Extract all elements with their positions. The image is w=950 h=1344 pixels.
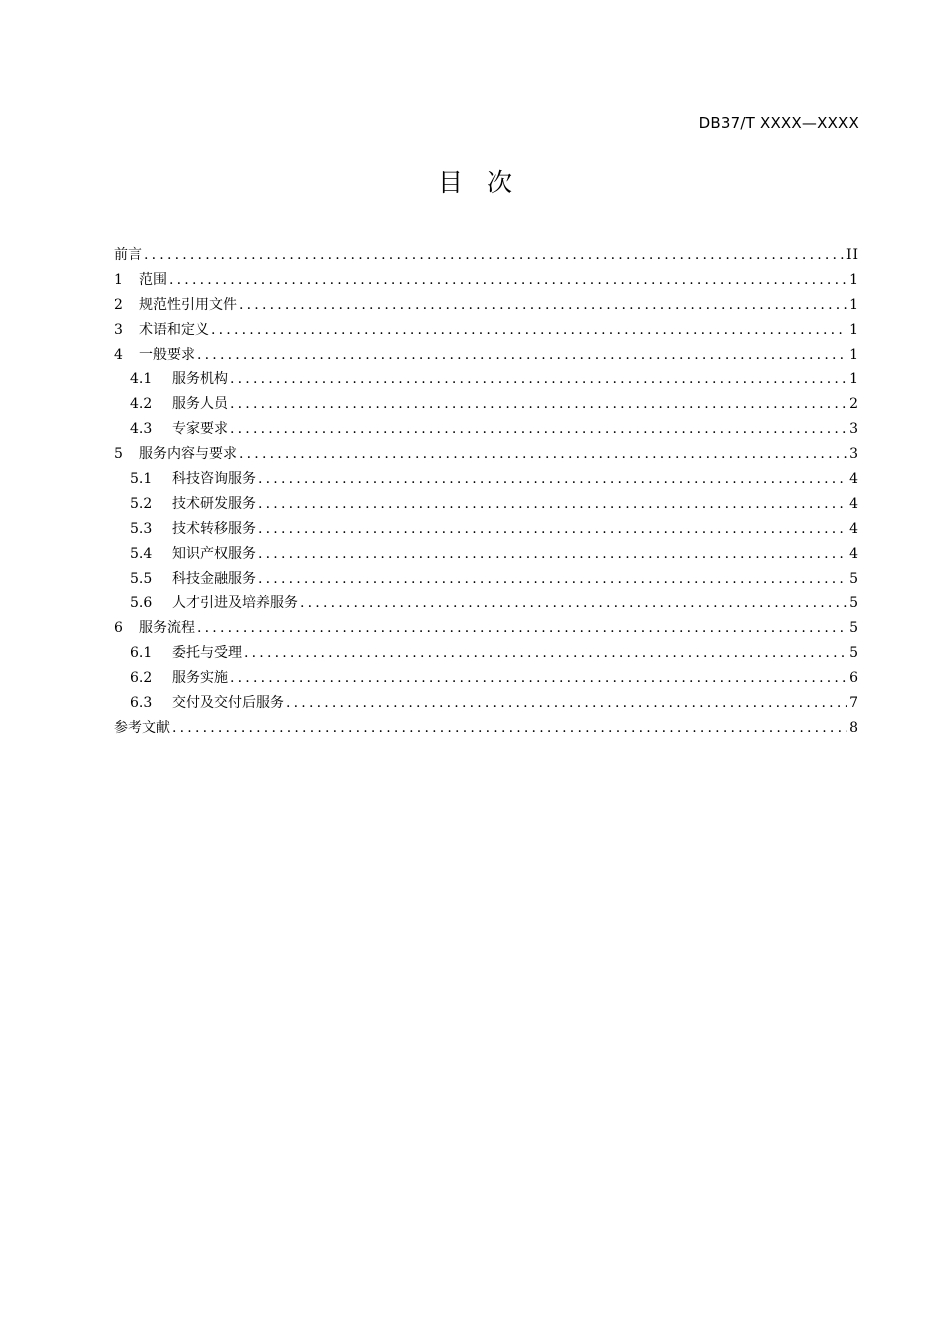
toc-entry-page: 1: [849, 271, 859, 288]
toc-entry-label: 术语和定义: [139, 321, 209, 338]
toc-entry-page: 5: [849, 570, 859, 587]
toc-entry[interactable]: [114, 617, 859, 642]
toc-entry[interactable]: [114, 493, 859, 518]
toc-entry-label: 专家要求: [172, 421, 228, 438]
toc-entry[interactable]: [114, 642, 859, 667]
toc-leader-dots: [258, 496, 847, 512]
toc-leader-dots: [144, 247, 844, 263]
toc-entry-label: 服务实施: [172, 670, 228, 687]
toc-leader-dots: [239, 297, 847, 313]
toc-leader-dots: [258, 521, 847, 537]
toc-entry[interactable]: [114, 518, 859, 543]
toc-leader-dots: [230, 396, 847, 412]
table-of-contents: [114, 244, 859, 742]
toc-entry-label: 技术研发服务: [172, 495, 256, 512]
toc-entry[interactable]: [114, 269, 859, 294]
toc-entry-page: 4: [849, 471, 859, 488]
toc-entry-page: 4: [849, 520, 859, 537]
toc-entry[interactable]: [114, 368, 859, 393]
toc-entry-label: 委托与受理: [172, 645, 242, 662]
toc-entry[interactable]: [114, 568, 859, 593]
toc-leader-dots: [258, 571, 847, 587]
toc-leader-dots: [239, 446, 847, 462]
toc-entry-number: 4.2: [130, 396, 153, 413]
toc-entry-label: 服务流程: [139, 620, 195, 637]
toc-entry[interactable]: [114, 443, 859, 468]
toc-entry-number: 1: [114, 271, 123, 288]
toc-entry[interactable]: [114, 717, 859, 742]
toc-entry-number: 5.2: [130, 495, 153, 512]
toc-entry-page: 1: [849, 296, 859, 313]
toc-entry[interactable]: [114, 319, 859, 344]
toc-entry-label: 规范性引用文件: [139, 296, 237, 313]
toc-entry-page: 8: [849, 719, 859, 736]
toc-entry-page: 5: [849, 595, 859, 612]
toc-entry[interactable]: [114, 418, 859, 443]
toc-entry-number: 4.1: [130, 371, 153, 388]
toc-entry-number: 5.3: [130, 520, 153, 537]
toc-entry-number: 3: [114, 321, 123, 338]
toc-entry-page: II: [845, 247, 859, 263]
toc-entry-page: 1: [849, 346, 859, 363]
toc-entry[interactable]: [114, 344, 859, 369]
toc-entry-number: 4.3: [130, 421, 153, 438]
toc-leader-dots: [197, 620, 847, 636]
toc-leader-dots: [300, 595, 847, 611]
toc-entry[interactable]: [114, 468, 859, 493]
toc-entry-number: 5.1: [130, 471, 153, 488]
toc-entry-page: 7: [849, 695, 859, 712]
toc-entry-number: 6: [114, 620, 123, 637]
toc-entry-number: 2: [114, 296, 123, 313]
toc-leader-dots: [230, 421, 847, 437]
toc-entry-number: 5.4: [130, 545, 153, 562]
toc-entry-page: 2: [849, 396, 859, 413]
toc-entry-label: 一般要求: [139, 346, 195, 363]
toc-entry-label: 交付及交付后服务: [172, 695, 284, 712]
toc-entry[interactable]: [114, 592, 859, 617]
toc-entry-label: 前言: [114, 247, 142, 263]
document-code: DB37/T XXXX—XXXX: [698, 114, 859, 132]
toc-entry-label: 服务人员: [172, 396, 228, 413]
toc-entry-label: 人才引进及培养服务: [172, 595, 298, 612]
toc-entry-label: 服务机构: [172, 371, 228, 388]
toc-entry-page: 5: [849, 620, 859, 637]
toc-entry-label: 参考文献: [114, 719, 170, 736]
toc-entry-number: 5.5: [130, 570, 153, 587]
toc-entry-page: 3: [849, 446, 859, 463]
toc-entry-label: 服务内容与要求: [139, 446, 237, 463]
toc-leader-dots: [258, 471, 847, 487]
toc-entry-label: 知识产权服务: [172, 545, 256, 562]
toc-leader-dots: [169, 272, 847, 288]
toc-entry-page: 1: [849, 321, 859, 338]
toc-entry-number: 4: [114, 346, 123, 363]
toc-entry[interactable]: [114, 543, 859, 568]
toc-entry-label: 科技金融服务: [172, 570, 256, 587]
toc-title: 目次: [437, 168, 536, 197]
toc-entry-number: 5.6: [130, 595, 153, 612]
toc-leader-dots: [244, 645, 847, 661]
toc-entry-number: 6.1: [130, 645, 153, 662]
toc-leader-dots: [258, 546, 847, 562]
toc-entry-page: 1: [849, 371, 859, 388]
toc-entry-page: 3: [849, 421, 859, 438]
toc-entry-page: 4: [849, 545, 859, 562]
toc-entry-label: 科技咨询服务: [172, 471, 256, 488]
toc-entry-number: 6.3: [130, 695, 153, 712]
toc-entry-number: 6.2: [130, 670, 153, 687]
toc-entry-number: 5: [114, 446, 123, 463]
toc-entry[interactable]: [114, 692, 859, 717]
toc-leader-dots: [197, 347, 847, 363]
toc-entry-page: 6: [849, 670, 859, 687]
toc-entry-page: 4: [849, 495, 859, 512]
toc-entry-page: 5: [849, 645, 859, 662]
toc-leader-dots: [230, 371, 847, 387]
toc-entry-label: 技术转移服务: [172, 520, 256, 537]
toc-entry[interactable]: [114, 294, 859, 319]
toc-leader-dots: [172, 720, 847, 736]
toc-entry[interactable]: [114, 244, 859, 269]
toc-entry[interactable]: [114, 393, 859, 418]
toc-entry-label: 范围: [139, 271, 167, 288]
toc-entry[interactable]: [114, 667, 859, 692]
toc-leader-dots: [211, 322, 847, 338]
toc-leader-dots: [230, 670, 847, 686]
toc-leader-dots: [286, 695, 847, 711]
